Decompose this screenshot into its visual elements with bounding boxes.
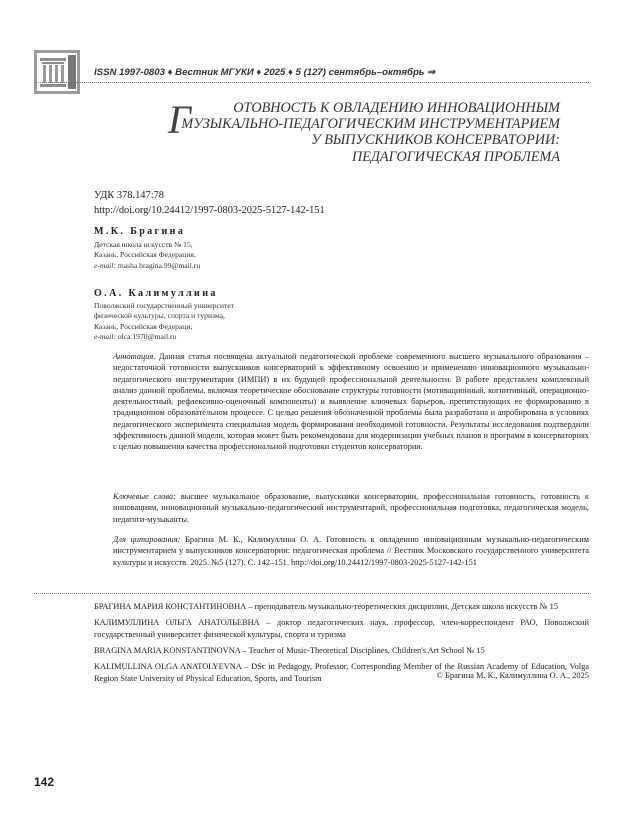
citation-text: Брагина М. К., Калимуллина О. А. Готовность к овладению инновационным музыкально-педагогическим инструментарием у выпускников консерватории: педагогическая проблема // Вестник Московского государственного университета культуры и искусств. 2025. №5 (127). С. 142–151. http://doi.org/10.24412/1997-0803-2025-5127-142-151 [113,535,590,567]
title-line-3: У ВЫПУСКНИКОВ КОНСЕРВАТОРИИ: [311,132,560,149]
page-number: 142 [34,775,55,789]
author-info-1: БРАГИНА МАРИЯ КОНСТАНТИНОВНА – преподаватель музыкально-теоретических дисциплин, Детская школа искусств № 15 [94,602,559,611]
author-2-affiliation: Поволжский государственный университет физической культуры, спорта и туризма, Казань, Российская Федераци, e-mail: olca.1970@mail.ru [94,301,234,342]
keywords [113,491,589,525]
author-info-2: КАЛИМУЛЛИНА ОЛЬГА АНАТОЛЬЕВНА – доктор педагогических наук, профессор, член-корреспондент РАО, Поволжский государственный университет физической культуры, спорта и туризма [94,617,589,639]
citation [113,534,589,568]
abstract [113,351,589,453]
running-header: ISSN 1997-0803 ♦ Вестник МГУКИ ♦ 2025 ♦ 5 (127) сентябрь–октябрь ⇒ [94,67,436,78]
author-info-3: BRAGINA MARIA KONSTANTINOVNA – Teacher of Music-Theoretical Disciplines, Children's Art School № 15 [94,645,485,655]
abstract-text: Данная статья посвящена актуальной педагогической проблеме современного высшего музыкального образования – недостаточной готовности выпускников консерваторий к эффективному освоению и применению инновационного музыкально-педагогического инструментария (ИМПИ) в их будущей профессиональной деятельности. В работе представлен комплексный анализ данной проблемы, включая теоретическое обоснование структуры готовности (мотивационный, когнитивный, операционно-деятельностный, рефлексивно-оценочный компоненты) и выявление ключевых барьеров, препятствующих ее формированию в традиционном образовательном процессе. С целью решения обозначенной проблемы была разработана и апробирована в условиях педагогического эксперимента специальная модель формирования необходимой готовности. Результаты исследования подтвердили эффективность данной модели, которая может быть рекомендована для модернизации учебных планов и программ в консерваториях с целью повышения качества профессиональной подготовки студентов консерватории. [113,352,590,452]
author-info-4: KALIMULLINA OLGA ANATOLYEVNA – DSc in Pedagogy, Professor, Corresponding Member of the Russian Academy of Education, Volga Region State University of Physical Education, Sports, and Tourism [94,661,589,683]
title-line-4: ПЕДАГОГИЧЕСКАЯ ПРОБЛЕМА [351,148,560,165]
doi-link[interactable]: http://doi.org/10.24412/1997-0803-2025-5127-142-151 [94,205,325,216]
author-2-name: О.А. Калимуллина [94,288,218,299]
article-title [140,97,560,165]
author-2-email[interactable]: olca.1970@mail.ru [117,332,177,342]
keywords-label: Ключевые слова: [113,492,176,501]
citation-label: Для цитирования: [113,535,181,544]
title-line-1: ОТОВНОСТЬ К ОВЛАДЕНИЮ ИННОВАЦИОННЫМ [233,100,560,116]
author-1-email[interactable]: masha.bragina.99@mail.ru [117,260,201,270]
author-1-name: М.К. Брагина [94,226,186,237]
keywords-text: высшее музыкальное образование, выпускники консерватории, профессиональная готовность, готовность к инновациям, инновационный музыкально-педагогический инструментарий, профессиональная подготовка, педагогическая модель, педагоги-музыканты. [113,492,589,524]
title-initial: Г [168,97,191,142]
author-1-affiliation: Детская школа искусств № 15, Казань, Российская Федерация, e-mail: masha.bragina.99@mail.ru [94,240,201,270]
title-line-2: МУЗЫКАЛЬНО-ПЕДАГОГИЧЕСКИМ ИНСТРУМЕНТАРИЕМ [181,116,560,133]
section-divider [34,593,589,594]
journal-logo-icon [34,50,80,94]
copyright: © Брагина М. К., Калимуллина О. А., 2025 [436,671,589,680]
header-divider [34,82,589,83]
abstract-label: Аннотация. [113,352,156,361]
udk-code: УДК 378.147:78 [94,190,164,201]
